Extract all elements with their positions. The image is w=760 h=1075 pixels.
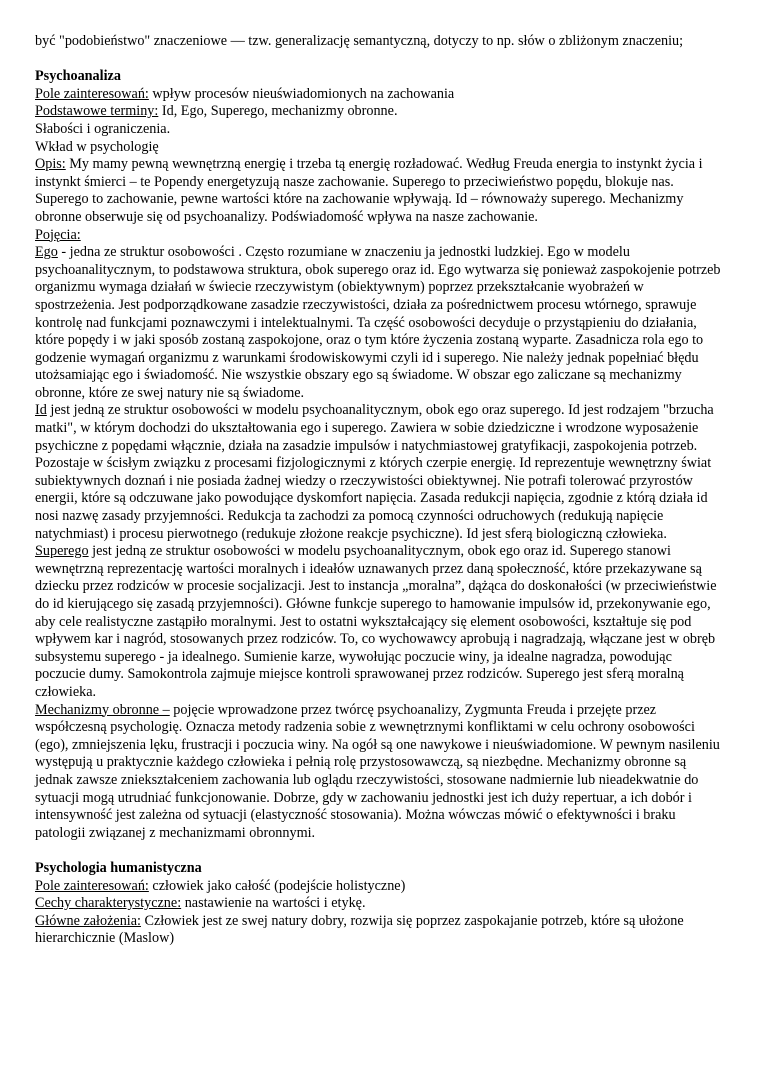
humanistyczna-traits	[35, 895, 725, 913]
superego-text: jest jedną ze struktur osobowości w modelu psychoanalitycznym, obok ego oraz id. Superego stanowi wewnętrzną reprezentację wartości moralnych i ideałów uznawanych przez daną społeczność, które przekazywane są dziecku przez rodziców w procesie socjalizacji. Jest to instancja „moralna”, dążąca do doskonałości (w przeciwieństwie do id kierującego się zasadą przyjemności). Główne funkcje superego to hamowanie impulsów id, przekonywanie ego, aby cele realistyczne zastąpiło moralnymi. Jest to ostatni wykształcający się element osobowości, kształtuje się pod wpływem kar i nagród, stosowanych przez rodziców. To, co wychowawcy aprobują i nagradzają, włączane jest w obręb subsystemu superego - ja idealnego. Sumienie karze, wywołując poczucie winy, ja idealne nagradza, powodując poczucie dumy. Samokontrola zajmuje miejsce kontroli sprawowanej przez rodziców. Superego jest sferą moralną człowieka.	[35, 543, 717, 700]
psychoanaliza-interest-text: wpływ procesów nieuświadomionych na zachowania	[148, 85, 455, 102]
ego-paragraph	[35, 244, 725, 402]
humanistyczna-principles	[35, 913, 725, 948]
psychoanaliza-interest-label: Pole zainteresowań:	[35, 85, 149, 102]
humanistyczna-heading: Psychologia humanistyczna	[35, 859, 202, 876]
psychoanaliza-heading: Psychoanaliza	[35, 68, 121, 85]
intro-paragraph: być "podobieństwo" znaczeniowe — tzw. generalizację semantyczną, dotyczy to np. słów o zbliżonym znaczeniu;	[35, 33, 684, 49]
psychoanaliza-description	[35, 156, 725, 226]
superego-paragraph	[35, 543, 725, 701]
psychoanaliza-interest	[35, 86, 725, 104]
ego-text: - jedna ze struktur osobowości . Często rozumiane w znaczeniu ja jednostki ludzkiej. Ego w modelu psychoanalitycznym, to podstawowa struktura, obok superego oraz id. Ego wytwarza się ponieważ zaspokojenie potrzeb organizmu wymaga działań w świecie rzeczywistym (obiektywnym) poprzez przekształcanie wyobrażeń w spostrzeżenia. Jest podporządkowane zasadzie rzeczywistości, działa za pośrednictwem procesu wtórnego, sprawuje kontrolę nad funkcjami poznawczymi i intelektualnymi. Ta część osobowości decyduje o przystąpieniu do działania, które popędy i w jaki sposób zostaną zaspokojone, oraz o tym które życzenia zostaną wyparte. Zasadnicza rola ego to godzenie wymagań organizmu z warunkami środowiskowymi czyli id i superego. Nie należy jednak popełniać błędu utożsamiając ego i świadomość. Nie wszystkie obszary ego są świadome. W obszar ego zaliczane są mechanizmy obronne, które ze swej natury nie są świadome.	[35, 244, 721, 401]
humanistyczna-interest-label: Pole zainteresowań:	[35, 877, 149, 894]
psychoanaliza-contribution: Wkład w psychologię	[35, 138, 159, 155]
psychoanaliza-concepts-label: Pojęcia:	[35, 226, 81, 243]
id-text: jest jedną ze struktur osobowości w modelu psychoanalitycznym, obok ego oraz superego. Id jest rodzajem "brzucha matki", w którym dochodzi do ukształtowania ego i superego. Zawiera w sobie dziedziczne i wrodzone wyposażenie psychiczne z popędami włącznie, działa na zasadzie impulsów i natychmiastowej gratyfikacji, zaspokojenia potrzeb. Pozostaje w ścisłym związku z procesami fizjologicznymi z których czerpie energię. Id reprezentuje wewnętrzny świat subiektywnych doznań i nie posiada żadnej wiedzy o rzeczywistości obiektywnej. Nie potrafi tolerować przyrostów energii, które są odczuwane jako powodujące dyskomfort napięcia. Zasada redukcji napięcia, zgodnie z którą działa id nosi nazwę zasady przyjemności. Redukcja ta zachodzi za pomocą czynności odruchowych (redukują napięcie natychmiast) i procesu pierwotnego (redukuje złożone reakcje psychiczne). Id jest sferą biologiczną człowieka.	[35, 402, 714, 542]
superego-label: Superego	[35, 543, 89, 560]
defense-mechanisms-label: Mechanizmy obronne –	[35, 701, 170, 718]
document-page	[35, 33, 725, 948]
id-label: Id	[35, 402, 47, 419]
humanistyczna-interest-text: człowiek jako całość (podejście holistyczne)	[148, 877, 406, 894]
humanistyczna-traits-label: Cechy charakterystyczne:	[35, 895, 182, 912]
ego-label: Ego	[35, 244, 58, 261]
defense-mechanisms-paragraph	[35, 702, 725, 843]
humanistyczna-interest	[35, 878, 725, 896]
id-paragraph	[35, 402, 725, 543]
humanistyczna-principles-label: Główne założenia:	[35, 912, 141, 929]
defense-mechanisms-text: pojęcie wprowadzone przez twórcę psychoanalizy, Zygmunta Freuda i przejęte przez współczesną psychologię. Oznacza metody radzenia sobie z wewnętrznymi konfliktami w celu ochrony osobowości (ego), zmniejszenia lęku, frustracji i poczucia winy. Na ogół są one nawykowe i nieuświadomione. W pewnym nasileniu występują u praktycznie każdego człowieka i pełnią rolę przystosowawczą, są niezbędne. Mechanizmy obronne są jednak zawsze zniekształceniem zachowania lub oglądu rzeczywistości, stosowane nadmiernie lub nieadekwatnie do sytuacji mogą utrudniać funkcjonowanie. Dobrze, gdy w zachowaniu jednostki jest ich duży repertuar, a ich dobór i intensywność jest zależna od sytuacji (elastyczność stosowania). Można wówczas mówić o efektywności i braku patologii związanej z mechanizmami obronnymi.	[35, 701, 720, 841]
blank-line	[35, 842, 725, 860]
psychoanaliza-desc-label: Opis:	[35, 156, 66, 173]
psychoanaliza-terms-text: Id, Ego, Superego, mechanizmy obronne.	[158, 103, 398, 120]
psychoanaliza-terms-label: Podstawowe terminy:	[35, 103, 159, 120]
psychoanaliza-desc-text: My mamy pewną wewnętrzną energię i trzeba tą energię rozładować. Według Freuda energia to instynkt życia i instynkt śmierci – te Popendy energetyzują nasze zachowanie. Superego to przeciwieństwo popędu, blokuje nas. Superego to zachowanie, pewne wartości które na zachowanie wpływają. Id – równoważy superego. Mechanizmy obronne obserwuje się od psychoanalizy. Podświadomość wpływa na nasze zachowanie.	[35, 156, 703, 225]
blank-line	[35, 51, 725, 69]
humanistyczna-principles-text: Człowiek jest ze swej natury dobry, rozwija się poprzez zaspokajanie potrzeb, które są ułożone hierarchicznie (Maslow)	[35, 912, 684, 947]
humanistyczna-traits-text: nastawienie na wartości i etykę.	[181, 895, 366, 912]
psychoanaliza-weaknesses: Słabości i ograniczenia.	[35, 120, 171, 137]
psychoanaliza-terms	[35, 103, 725, 121]
